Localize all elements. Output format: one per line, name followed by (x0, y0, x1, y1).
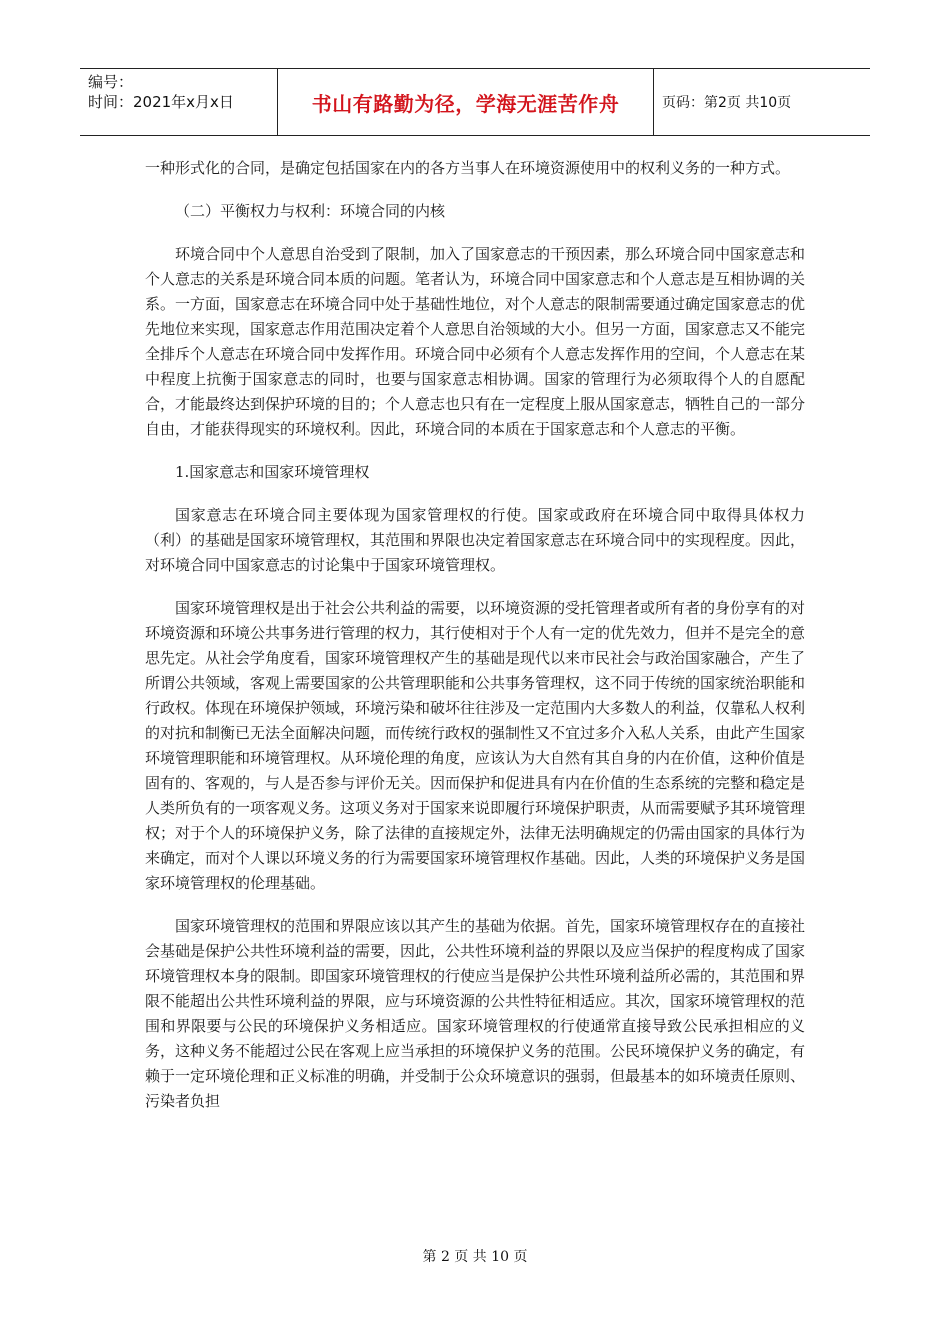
paragraph-continuation: 一种形式化的合同，是确定包括国家在内的各方当事人在环境资源使用中的权利义务的一种方式。 (145, 159, 791, 177)
header-meta-cell (80, 69, 278, 135)
page-header (80, 68, 870, 136)
document-number-label: 编号： (88, 73, 134, 91)
header-page-info: 页码：第2页 共10页 (662, 95, 792, 111)
section-heading: （二）平衡权力与权利：环境合同的内核 (175, 202, 446, 220)
paragraph: 国家意志在环境合同主要体现为国家管理权的行使。国家或政府在环境合同中取得具体权力（利）的基础是国家环境管理权，其范围和界限也决定着国家意志在环境合同中的实现程度。因此，对环境合同中国家意志的讨论集中于国家环境管理权。 (145, 506, 806, 574)
page-footer: 第 2 页 共 10 页 (422, 1249, 528, 1265)
paragraph: 环境合同中个人意思自治受到了限制，加入了国家意志的干预因素，那么环境合同中国家意志和个人意志的关系是环境合同本质的问题。笔者认为，环境合同中国家意志和个人意志是互相协调的关系。一方面，国家意志在环境合同中处于基础性地位，对个人意志的限制需要通过确定国家意志的优先地位来实现，国家意志作用范围决定着个人意思自治领域的大小。但另一方面，国家意志又不能完全排斥个人意志在环境合同中发挥作用。环境合同中必须有个人意志发挥作用的空间，个人意志在某中程度上抗衡于国家意志的同时，也要与国家意志相协调。国家的管理行为必须取得个人的自愿配合，才能最终达到保护环境的目的；个人意志也只有在一定程度上服从国家意志，牺牲自己的一部分自由，才能获得现实的环境权利。因此，环境合同的本质在于国家意志和个人意志的平衡。 (145, 245, 806, 438)
header-motto: 书山有路勤为径，学海无涯苦作舟 (278, 69, 654, 135)
paragraph: 国家环境管理权是出于社会公共利益的需要，以环境资源的受托管理者或所有者的身份享有的对环境资源和环境公共事务进行管理的权力，其行使相对于个人有一定的优先效力，但并不是完全的意思先定。从社会学角度看，国家环境管理权产生的基础是现代以来市民社会与政治国家融合，产生了所谓公共领域，客观上需要国家的公共管理职能和公共事务管理权，这不同于传统的国家统治职能和行政权。体现在环境保护领域，环境污染和破坏往往涉及一定范围内大多数人的利益，仅靠私人权利的对抗和制衡已无法全面解决问题，而传统行政权的强制性又不宜过多介入私人关系，由此产生国家环境管理职能和环境管理权。从环境伦理的角度，应该认为大自然有其自身的内在价值，这种价值是固有的、客观的，与人是否参与评价无关。因而保护和促进具有内在价值的生态系统的完整和稳定是人类所负有的一项客观义务。这项义务对于国家来说即履行环境保护职责，从而需要赋予其环境管理权；对于个人的环境保护义务，除了法律的直接规定外，法律无法明确规定的仍需由国家的具体行为来确定，而对个人课以环境义务的行为需要国家环境管理权作基础。因此，人类的环境保护义务是国家环境管理权的伦理基础。 (145, 599, 806, 892)
document-body (145, 156, 805, 1132)
document-date-label: 时间：2021年x月x日 (88, 93, 234, 111)
subsection-heading: 1.国家意志和国家环境管理权 (175, 463, 370, 481)
paragraph: 国家环境管理权的范围和界限应该以其产生的基础为依据。首先，国家环境管理权存在的直接社会基础是保护公共性环境利益的需要，因此，公共性环境利益的界限以及应当保护的程度构成了国家环境管理权本身的限制。即国家环境管理权的行使应当是保护公共性环境利益所必需的，其范围和界限不能超出公共性环境利益的界限，应与环境资源的公共性特征相适应。其次，国家环境管理权的范围和界限要与公民的环境保护义务相适应。国家环境管理权的行使通常直接导致公民承担相应的义务，这种义务不能超过公民在客观上应当承担的环境保护义务的范围。公民环境保护义务的确定，有赖于一定环境伦理和正义标准的明确，并受制于公众环境意识的强弱，但最基本的如环境责任原则、污染者负担 (145, 917, 806, 1110)
